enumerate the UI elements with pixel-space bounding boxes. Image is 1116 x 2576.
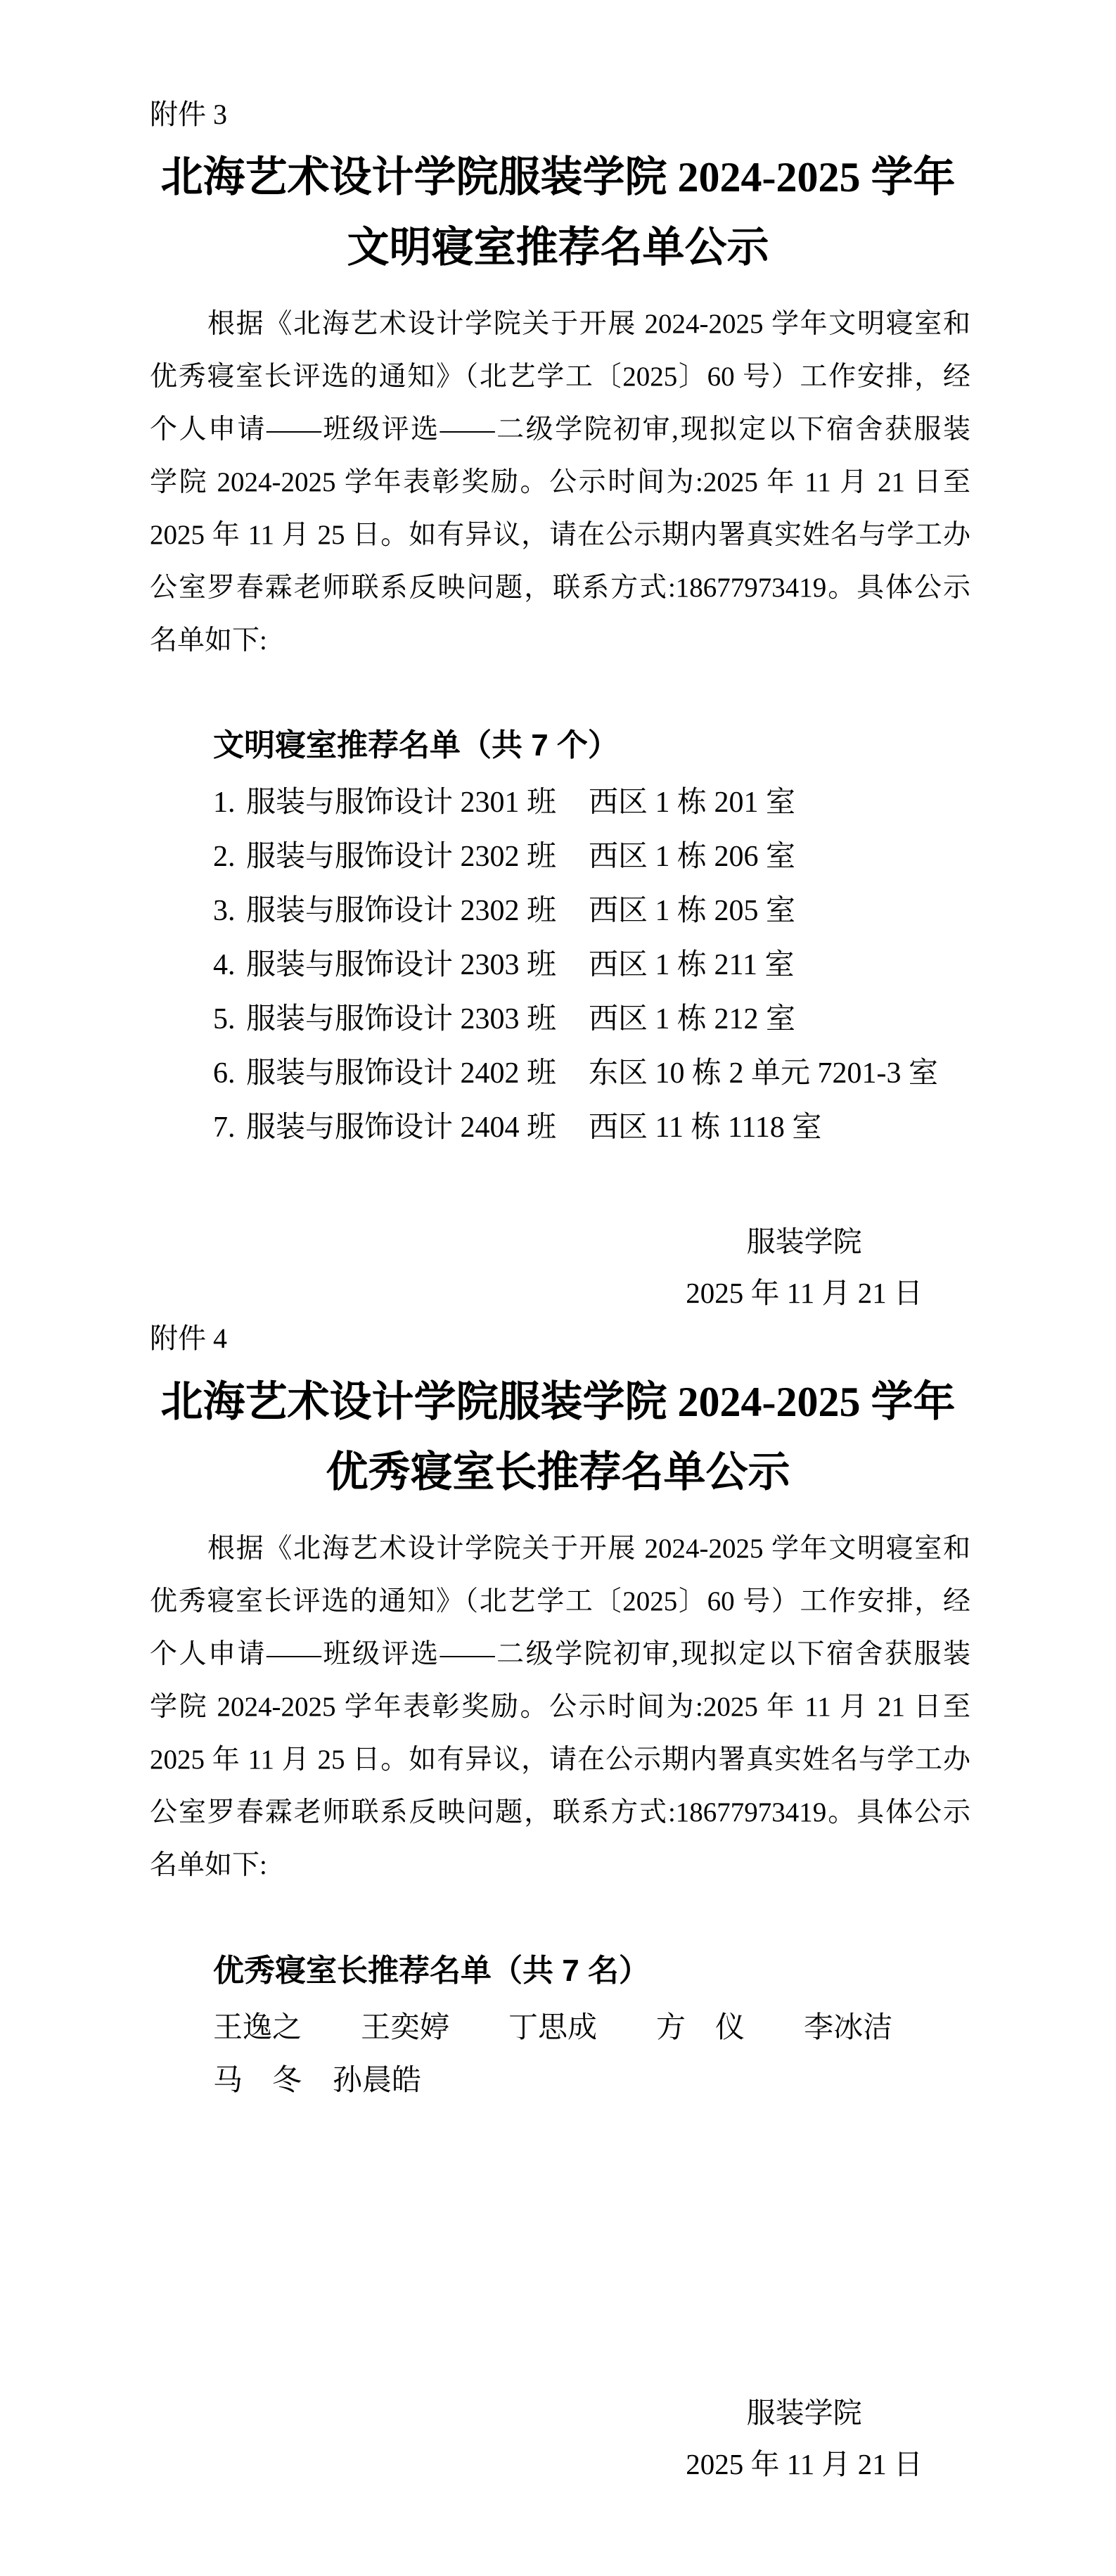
- attachment4-label: 附件 4: [150, 1322, 227, 1354]
- item-number: 6.: [213, 1057, 236, 1090]
- paragraph-line: 学院 2024-2025 学年表彰奖励。公示时间为:2025 年 11 月 21 日至: [150, 467, 970, 497]
- class-name: 服装与服饰设计 2303 班: [246, 1003, 557, 1035]
- item-number: 2.: [213, 841, 236, 873]
- student-name: 李冰洁: [804, 2012, 893, 2044]
- dorm-list-item: [213, 884, 938, 938]
- signature-date: 2025 年 11 月 21 日: [686, 1277, 923, 1309]
- paragraph-line: 根据《北海艺术设计学院关于开展 2024-2025 学年文明寝室和: [207, 1534, 970, 1564]
- attachment3-title-line2: 文明寝室推荐名单公示: [347, 224, 769, 271]
- paragraph-line: 2025 年 11 月 25 日。如有异议，请在公示期内署真实姓名与学工办: [150, 1745, 970, 1775]
- names-row: [213, 2002, 892, 2055]
- dorm-room: 西区 1 栋 201 室: [589, 786, 796, 819]
- item-number: 4.: [213, 949, 236, 981]
- roommaster-list-heading: 优秀寝室长推荐名单（共 7 名）: [213, 1953, 650, 1988]
- student-name: 丁思成: [508, 2012, 598, 2044]
- signature-org: 服装学院: [746, 2397, 862, 2429]
- names-row: [213, 2055, 892, 2108]
- dorm-room: 西区 1 栋 212 室: [589, 1003, 796, 1035]
- dorm-room: 西区 11 栋 1118 室: [589, 1111, 822, 1144]
- paragraph-line: 公室罗春霖老师联系反映问题，联系方式:18677973419。具体公示: [150, 1797, 970, 1828]
- attachment3-paragraph: [150, 298, 970, 667]
- dorm-list-item: [213, 993, 938, 1047]
- signature-org: 服装学院: [746, 1225, 862, 1258]
- dorm-list-heading: 文明寝室推荐名单（共 7 个）: [213, 728, 619, 763]
- student-name: 方 仪: [656, 2012, 745, 2044]
- student-name: 马 冬: [213, 2065, 302, 2097]
- paragraph-line: 个人申请——班级评选——二级学院初审,现拟定以下宿舍获服装: [150, 414, 970, 445]
- dorm-list-item: [213, 938, 938, 993]
- attachment3-label: 附件 3: [150, 98, 227, 130]
- attachment4-paragraph: [150, 1522, 970, 1892]
- dorm-list-item: [213, 1101, 938, 1155]
- class-name: 服装与服饰设计 2402 班: [246, 1057, 557, 1090]
- dorm-room: 西区 1 栋 205 室: [589, 895, 796, 927]
- paragraph-line: 个人申请——班级评选——二级学院初审,现拟定以下宿舍获服装: [150, 1639, 970, 1669]
- class-name: 服装与服饰设计 2303 班: [246, 949, 557, 981]
- paragraph-line: 2025 年 11 月 25 日。如有异议，请在公示期内署真实姓名与学工办: [150, 520, 970, 550]
- paragraph-line: 名单如下:: [150, 625, 267, 656]
- class-name: 服装与服饰设计 2301 班: [246, 786, 557, 819]
- attachment4-signature-block: [686, 2387, 923, 2490]
- paragraph-line: 优秀寝室长评选的通知》（北艺学工〔2025〕60 号）工作安排，经: [150, 1586, 970, 1617]
- student-name: 孙晨皓: [333, 2065, 422, 2097]
- attachment3-signature-block: [686, 1216, 923, 1319]
- paragraph-line: 优秀寝室长评选的通知》（北艺学工〔2025〕60 号）工作安排，经: [150, 362, 970, 392]
- dorm-room: 西区 1 栋 206 室: [589, 841, 796, 873]
- student-name: 王奕婷: [361, 2012, 450, 2044]
- student-name: 王逸之: [213, 2012, 302, 2044]
- attachment4-title-line1: 北海艺术设计学院服装学院 2024-2025 学年: [160, 1379, 956, 1425]
- class-name: 服装与服饰设计 2302 班: [246, 841, 557, 873]
- attachment3-title-line1: 北海艺术设计学院服装学院 2024-2025 学年: [160, 154, 956, 200]
- dorm-list-item: [213, 830, 938, 884]
- dorm-list: [213, 776, 938, 1155]
- class-name: 服装与服饰设计 2404 班: [246, 1111, 557, 1144]
- item-number: 7.: [213, 1111, 236, 1144]
- dorm-room: 西区 1 栋 211 室: [589, 949, 795, 981]
- paragraph-line: 学院 2024-2025 学年表彰奖励。公示时间为:2025 年 11 月 21 日至: [150, 1692, 970, 1722]
- dorm-list-item: [213, 1047, 938, 1101]
- signature-date: 2025 年 11 月 21 日: [686, 2448, 923, 2480]
- paragraph-line: 名单如下:: [150, 1850, 267, 1880]
- paragraph-line: 公室罗春霖老师联系反映问题，联系方式:18677973419。具体公示: [150, 573, 970, 603]
- attachment4-title-line2: 优秀寝室长推荐名单公示: [326, 1449, 790, 1496]
- paragraph-line: 根据《北海艺术设计学院关于开展 2024-2025 学年文明寝室和: [207, 309, 970, 339]
- item-number: 3.: [213, 895, 236, 927]
- item-number: 5.: [213, 1003, 236, 1035]
- class-name: 服装与服饰设计 2302 班: [246, 895, 557, 927]
- dorm-room: 东区 10 栋 2 单元 7201-3 室: [589, 1057, 939, 1090]
- dorm-list-item: [213, 776, 938, 830]
- item-number: 1.: [213, 786, 236, 819]
- roommaster-names: [213, 2002, 892, 2108]
